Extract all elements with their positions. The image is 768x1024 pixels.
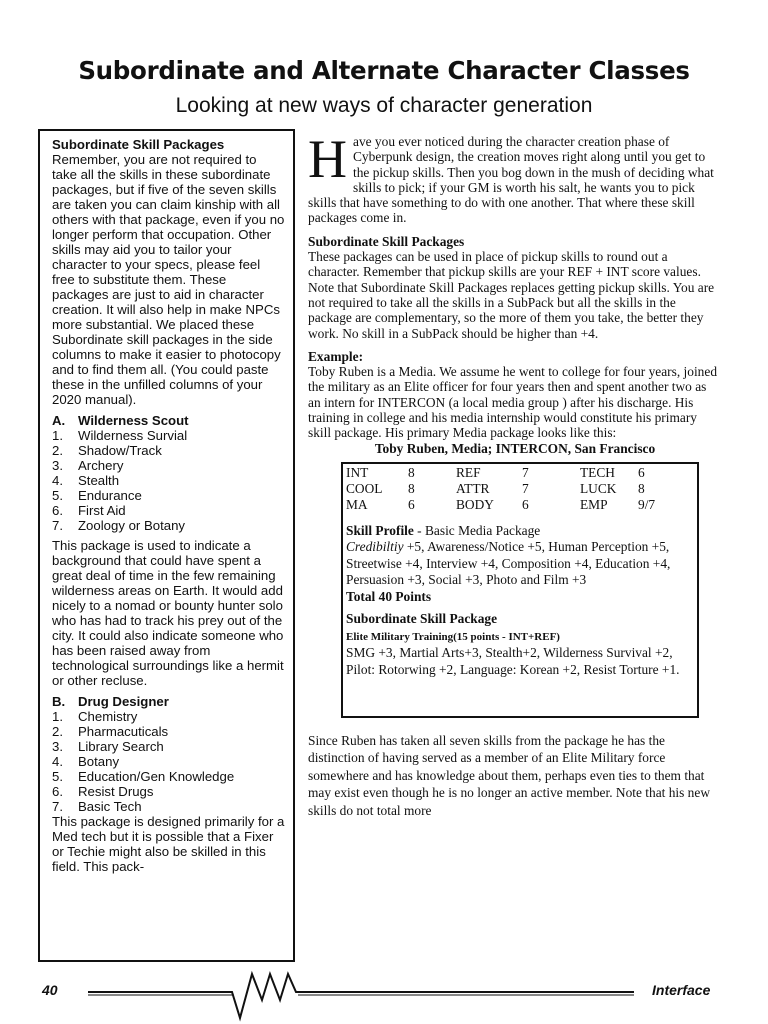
page-footer: [0, 970, 768, 1024]
main-column: [308, 129, 722, 819]
stats-table: [346, 465, 678, 513]
character-sheet-box: [341, 462, 699, 718]
page-subtitle: Looking at new ways of character generation: [175, 94, 593, 117]
package-description: This package is used to indicate a background that could have spent a great deal of time in the few remaining wilderness areas on Earth. It would add nicely to a nomad or bounty hunter solo who has had to track his prey out of the city. It could also indicate someone who has been raised away from technological surroundings like a hermit or other recluse.: [52, 538, 284, 688]
skill-profile-name: Basic Media Package: [424, 522, 541, 538]
list-item: 7. Zoology or Botany: [52, 518, 186, 533]
example-heading: Example:: [308, 348, 364, 364]
package-description: This package is designed primarily for a Med tech but it is possible that a Fixer or Techie might also be skilled in this field. This pack-: [52, 814, 285, 874]
package-name: Wilderness Scout: [78, 413, 189, 428]
list-item: 1. Wilderness Survial: [52, 428, 188, 443]
list-item: 6. Resist Drugs: [52, 784, 154, 799]
sidebar-box: [38, 129, 295, 962]
intro-paragraph: [308, 129, 722, 226]
first-skill: Credibiltiy: [346, 539, 404, 555]
package-title: [52, 694, 285, 709]
package-drug-designer: [52, 694, 285, 874]
subordinate-heading: Subordinate Skill Package: [346, 611, 498, 627]
list-item: 5. Education/Gen Knowledge: [52, 769, 235, 784]
subordinate-skills: SMG +3, Martial Arts+3, Stealth+2, Wilderness Survival +2, Pilot: Rotorwing +2, Language: Korean +2, Resist Torture +1.: [346, 645, 680, 677]
publication-name: Interface: [652, 982, 711, 998]
section-heading: Subordinate Skill Packages: [308, 233, 465, 249]
subordinate-name: Elite Military Training(15 points - INT+REF): [346, 630, 560, 643]
list-item: 2. Shadow/Track: [52, 443, 162, 458]
package-wilderness-scout: [52, 413, 285, 688]
page-number: 40: [42, 982, 58, 998]
table-row: INT 8 REF 7 TECH 6: [346, 465, 645, 481]
body-paragraph: These packages can be used in place of pickup skills to round out a character. Remember that pickup skills are your REF + INT score values. Note that Subordinate Skill Packages replaces getting pickup skills. You are not required to take all the skills in a SubPack but all the skills in the package are complementary, so the more of them you take, the better they work. No skill in a SubPack should be higher than +4.: [308, 249, 715, 341]
list-item: 3. Library Search: [52, 739, 164, 754]
list-item: 4. Botany: [52, 754, 120, 769]
sidebar-intro: Remember, you are not required to take all the skills in these subordinate packages, but if five of the seven skills are taken you can claim kinship with all others with that package, even if you no longer perform that occupation. Other skills may aid you to tailor your character to your specs, please feel free to substitute them. These packages are just to aid in character creation. It will also help in make NPCs more substantial. We placed these Subordinate skill packages in the side columns to make it easier to photocopy and to find them all. (You could paste these in the unfilled columns of your 2020 manual).: [52, 152, 285, 407]
example-paragraph: Toby Ruben is a Media. We assume he went to college for four years, joined the military as an Elite officer for four years then and spent another two as an intern for INTERCON (a local media group ) after his discharge. His training in college and his media internship would constitute his primary skill package. His primary Media package looks like this:: [308, 364, 718, 441]
intro-text: ave you ever noticed during the character creation phase of Cyberpunk design, the creation moves right along until you get to the pickup skills. Then you bog down in the mush of deciding what skills to pick; if your GM is worth his salt, he wants you to pick skills that have something to do with one another. That where these skill packages come in.: [308, 134, 714, 226]
skill-profile: Skill Profile - Basic Media Package Credibiltiy +5, Awareness/Notice +5, Human Perception +5, Streetwise +4, Interview +4, Composition +4, Education +4, Persuasion +3, Social +3, Photo and Film +3 Total 40 Points: [346, 522, 671, 604]
skill-profile-label: Skill Profile: [346, 522, 414, 538]
list-item: 2. Pharmacuticals: [52, 724, 169, 739]
list-item: 1. Chemistry: [52, 709, 138, 724]
subordinate-package: [346, 611, 694, 678]
skill-list: [52, 428, 285, 533]
table-row: MA 6 BODY 6 EMP 9/7: [346, 497, 656, 513]
package-name: Drug Designer: [78, 694, 169, 709]
list-item: 3. Archery: [52, 458, 124, 473]
list-item: 5. Endurance: [52, 488, 142, 503]
drop-cap: H: [308, 129, 347, 189]
list-item: 6. First Aid: [52, 503, 126, 518]
list-item: 4. Stealth: [52, 473, 120, 488]
skill-list: [52, 709, 285, 814]
package-title: [52, 413, 285, 428]
page-title: Subordinate and Alternate Character Classes: [78, 56, 690, 85]
closing-paragraph: Since Ruben has taken all seven skills from the package he has the distinction of having served as a member of an Elite Military force somewhere and has knowledge about them, perhaps even ties to them that may exist even though he is no longer an active member. Note that his new skills do not total more: [308, 732, 710, 818]
skill-list-text: +5, Awareness/Notice +5, Human Perception +5, Streetwise +4, Interview +4, Composition +4, Education +4, Persuasion +3, Social +3, Photo and Film +3: [346, 539, 671, 588]
list-item: 7. Basic Tech: [52, 799, 142, 814]
package-letter: B.: [52, 694, 66, 709]
table-row: COOL 8 ATTR 7 LUCK 8: [346, 481, 645, 497]
total-points: Total 40 Points: [346, 588, 432, 604]
package-letter: A.: [52, 413, 66, 428]
character-title: Toby Ruben, Media; INTERCON, San Francisco: [374, 440, 656, 456]
sidebar-heading: Subordinate Skill Packages: [52, 137, 225, 152]
